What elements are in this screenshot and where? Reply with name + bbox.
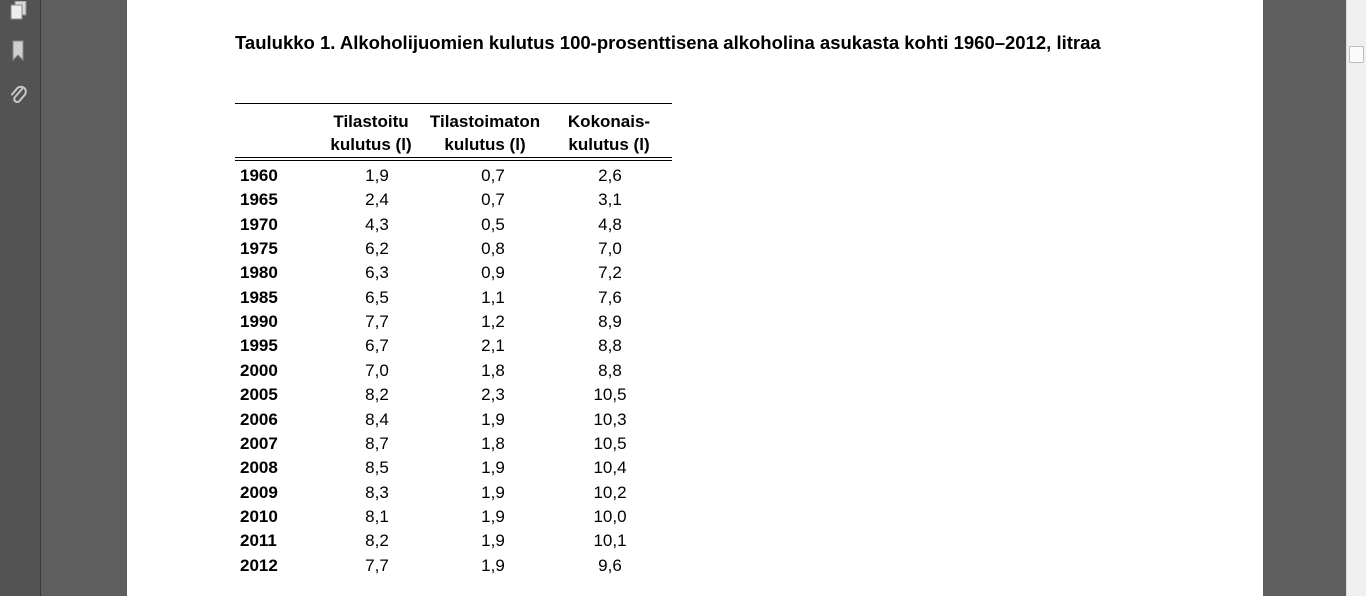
document-page: [127, 0, 1263, 596]
total-cell: 4,8: [598, 214, 622, 234]
year-cell: 2005: [240, 385, 278, 405]
table-row: [235, 359, 672, 383]
year-cell: 2011: [240, 531, 277, 551]
header-unrecorded-line2: kulutus (l): [444, 135, 526, 154]
total-cell: 9,6: [598, 555, 622, 575]
total-cell: 10,5: [593, 433, 627, 453]
table-row: [235, 432, 672, 456]
year-cell: 1965: [240, 190, 278, 210]
recorded-cell: 1,9: [365, 166, 389, 185]
unrecorded-cell: 1,9: [481, 531, 505, 551]
year-cell: 1980: [240, 263, 278, 283]
table-header-rule-double: [235, 160, 672, 161]
table-row: [235, 481, 672, 505]
table-row: [235, 334, 672, 358]
recorded-cell: 8,2: [365, 531, 389, 551]
recorded-cell: 8,2: [365, 385, 389, 405]
table-row: [235, 213, 672, 237]
header-total: [549, 110, 669, 156]
table-row: [235, 456, 672, 480]
recorded-cell: 7,0: [365, 360, 389, 380]
year-cell: 2006: [240, 409, 278, 429]
year-cell: 1975: [240, 239, 278, 259]
header-recorded-line1: Tilastoitu: [333, 112, 409, 131]
year-cell: 1990: [240, 312, 278, 332]
recorded-cell: 6,7: [365, 336, 389, 356]
total-cell: 10,5: [593, 385, 627, 405]
recorded-cell: 8,5: [365, 458, 389, 478]
total-cell: 7,2: [598, 263, 622, 283]
total-cell: 7,6: [598, 287, 622, 307]
unrecorded-cell: 1,9: [481, 506, 505, 526]
year-cell: 2007: [240, 433, 278, 453]
unrecorded-cell: 1,8: [481, 360, 505, 380]
recorded-cell: 6,3: [365, 263, 389, 283]
recorded-cell: 8,3: [365, 482, 389, 502]
total-cell: 10,1: [593, 531, 627, 551]
unrecorded-cell: 1,9: [481, 409, 505, 429]
header-total-line2: kulutus (l): [568, 135, 650, 154]
table-row: [235, 554, 672, 578]
unrecorded-cell: 0,8: [481, 239, 505, 259]
table-row: [235, 237, 672, 261]
year-cell: 2010: [240, 506, 278, 526]
total-cell: 7,0: [598, 239, 622, 259]
year-cell: 1970: [240, 214, 278, 234]
total-cell: 10,3: [593, 409, 627, 429]
recorded-cell: 8,1: [365, 506, 389, 526]
bookmark-icon[interactable]: [9, 40, 29, 62]
total-cell: 3,1: [598, 190, 622, 210]
unrecorded-cell: 1,8: [481, 433, 505, 453]
unrecorded-cell: 1,9: [481, 458, 505, 478]
recorded-cell: 7,7: [365, 312, 389, 332]
header-total-line1: Kokonais-: [567, 112, 651, 131]
unrecorded-cell: 0,5: [481, 214, 505, 234]
recorded-cell: 4,3: [365, 214, 389, 234]
year-cell: 2009: [240, 482, 278, 502]
recorded-cell: 7,7: [365, 555, 389, 575]
year-cell: 2008: [240, 458, 278, 478]
unrecorded-cell: 1,2: [481, 312, 505, 332]
total-cell: 10,2: [593, 482, 627, 502]
year-cell: 1985: [240, 287, 278, 307]
recorded-cell: 8,4: [365, 409, 389, 429]
scrollbar-thumb[interactable]: [1349, 46, 1364, 63]
vertical-scrollbar[interactable]: [1346, 0, 1366, 596]
unrecorded-cell: 1,9: [481, 482, 505, 502]
header-recorded-line2: kulutus (l): [330, 135, 412, 154]
header-recorded: [311, 110, 431, 156]
year-cell: 2012: [240, 555, 278, 575]
total-cell: 8,8: [598, 360, 622, 380]
total-cell: 8,8: [598, 336, 622, 356]
recorded-cell: 6,5: [365, 287, 389, 307]
unrecorded-cell: 2,1: [481, 336, 505, 356]
year-cell: 2000: [240, 360, 278, 380]
header-unrecorded: [418, 110, 552, 156]
table-row: [235, 505, 672, 529]
header-unrecorded-line1: Tilastoimaton: [429, 112, 541, 131]
recorded-cell: 6,2: [365, 239, 389, 259]
unrecorded-cell: 0,7: [481, 190, 505, 210]
total-cell: 2,6: [598, 166, 622, 185]
table-top-rule: [235, 103, 672, 104]
attachment-icon[interactable]: [9, 84, 29, 106]
unrecorded-cell: 0,9: [481, 263, 505, 283]
unrecorded-cell: 1,1: [481, 287, 505, 307]
unrecorded-cell: 2,3: [481, 385, 505, 405]
table-row: [235, 529, 672, 553]
total-cell: 10,4: [593, 458, 627, 478]
unrecorded-cell: 1,9: [481, 555, 505, 575]
table-title: Taulukko 1. Alkoholijuomien kulutus 100-prosenttisena alkoholina asukasta kohti 1960–2012, litraa: [235, 32, 1101, 53]
recorded-cell: 2,4: [365, 190, 389, 210]
pages-icon[interactable]: [9, 0, 29, 22]
navigation-sidebar: [0, 0, 41, 596]
table-row: [235, 383, 672, 407]
table-row: [235, 164, 672, 188]
total-cell: 10,0: [593, 506, 627, 526]
year-cell: 1995: [240, 336, 278, 356]
table-header-rule: [235, 157, 672, 158]
recorded-cell: 8,7: [365, 433, 389, 453]
table-row: [235, 310, 672, 334]
year-cell: 1960: [240, 166, 278, 185]
unrecorded-cell: 0,7: [481, 166, 505, 185]
table-row: [235, 188, 672, 212]
total-cell: 8,9: [598, 312, 622, 332]
table-row: [235, 408, 672, 432]
table-row: [235, 261, 672, 285]
table-row: [235, 286, 672, 310]
